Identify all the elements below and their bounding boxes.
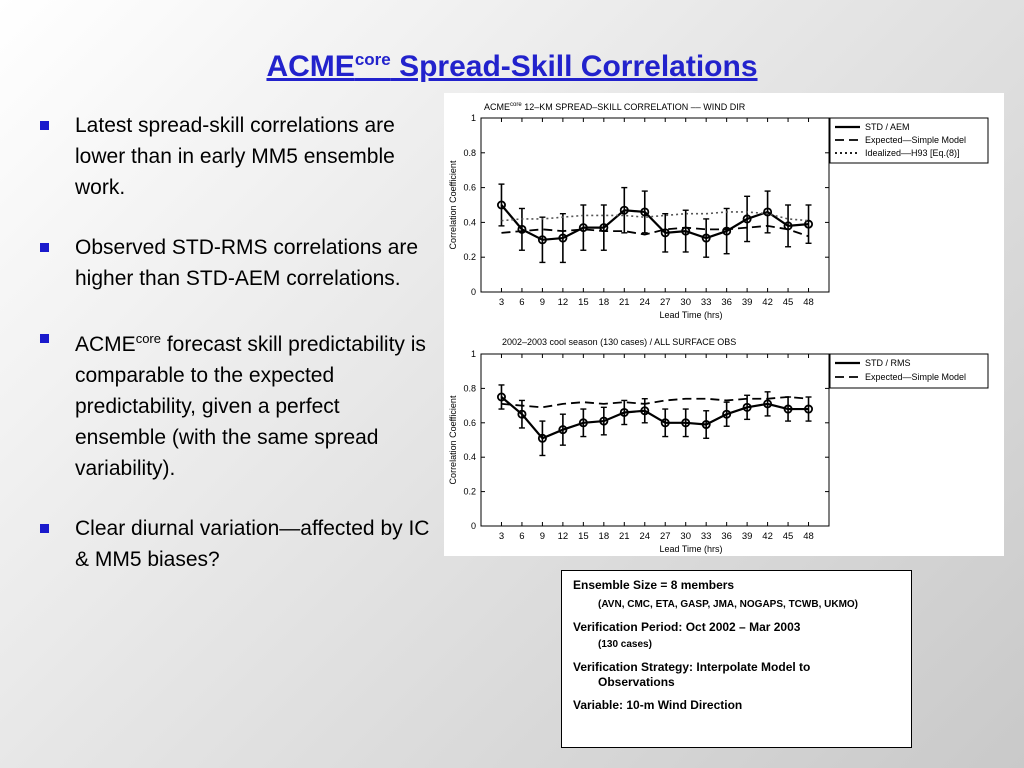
x-tick-label: 33	[700, 531, 712, 542]
x-tick-label: 42	[762, 531, 773, 542]
chart-title: 2002–2003 cool season (130 cases) / ALL SURFACE OBS	[502, 337, 737, 347]
plot-frame	[481, 354, 829, 526]
verification-strategy-text: Verification Strategy: Interpolate Model to	[573, 660, 811, 674]
chart-title-rest: 12–KM SPREAD–SKILL CORRELATION –– WIND DIR	[521, 102, 746, 112]
y-tick-label: 0.6	[463, 182, 476, 193]
x-tick-label: 48	[803, 531, 814, 542]
y-axis-label: Correlation Coefficient	[448, 395, 458, 485]
plot-frame	[481, 118, 829, 292]
legend-label: STD / RMS	[865, 358, 911, 368]
series-line	[501, 226, 808, 236]
bullet-text: Observed STD-RMS correlations are higher than STD-AEM correlations.	[75, 236, 419, 290]
x-tick-label: 6	[519, 297, 525, 308]
charts-svg	[444, 93, 1004, 556]
x-tick-label: 27	[659, 531, 671, 542]
x-tick-label: 9	[539, 531, 546, 542]
ensemble-size-text: Ensemble Size = 8 members	[573, 578, 735, 592]
ensemble-info-box	[561, 570, 912, 748]
slide-title	[0, 50, 1024, 84]
y-tick-label: 0.4	[463, 217, 476, 228]
legend-label: Idealized––H93 [Eq.(8)]	[865, 148, 960, 158]
case-count-text: (130 cases)	[598, 639, 652, 650]
y-tick-label: 0.2	[463, 486, 476, 497]
bullet-list	[38, 110, 433, 604]
x-tick-label: 36	[721, 531, 732, 542]
y-tick-label: 0.6	[463, 417, 476, 428]
square-bullet-icon	[40, 524, 49, 533]
bullet-item	[38, 513, 433, 575]
x-tick-label: 12	[557, 531, 569, 542]
x-tick-label: 39	[741, 297, 753, 308]
variable-text: Variable: 10-m Wind Direction	[573, 698, 743, 712]
y-tick-label: 1	[470, 349, 476, 359]
y-tick-label: 1	[470, 113, 476, 123]
x-tick-label: 24	[639, 297, 651, 308]
x-axis-label: Lead Time (hrs)	[659, 544, 723, 554]
x-tick-label: 48	[803, 297, 814, 308]
x-tick-label: 42	[762, 297, 773, 308]
x-tick-label: 45	[782, 297, 794, 308]
series-line	[501, 397, 808, 438]
verification-period-text: Verification Period: Oct 2002 – Mar 2003	[573, 620, 801, 634]
bullet-item	[38, 232, 433, 294]
legend-label: Expected—Simple Model	[865, 372, 967, 382]
bullet-item	[38, 110, 433, 203]
x-tick-label: 3	[498, 531, 505, 542]
x-tick-label: 30	[680, 531, 691, 542]
y-tick-label: 0	[470, 287, 476, 297]
verification-strategy-continued: Observations	[598, 675, 675, 689]
x-tick-label: 36	[721, 297, 732, 308]
x-tick-label: 12	[557, 297, 569, 308]
x-tick-label: 15	[578, 297, 589, 308]
slide-title-superscript: core	[354, 50, 391, 69]
legend-label: STD / AEM	[865, 122, 910, 132]
slide-title-rest: Spread-Skill Correlations	[390, 50, 758, 83]
x-tick-label: 6	[519, 531, 525, 542]
chart-title	[484, 102, 746, 112]
x-tick-label: 9	[539, 297, 546, 308]
y-axis-label: Correlation Coefficient	[448, 160, 458, 250]
series-line	[501, 212, 808, 221]
bullet-text: Latest spread-skill correlations are lower than in early MM5 ensemble work.	[75, 114, 395, 199]
x-tick-label: 15	[578, 531, 589, 542]
legend-label: Expected—Simple Model	[865, 135, 967, 145]
bullet-text-rest: forecast skill predictability is comparable to the expected predictability, given a perfect ensemble (with the same spread variability).	[75, 333, 426, 480]
bullet-text: ACME	[75, 333, 136, 356]
chart-figure	[444, 93, 1004, 556]
ensemble-members-text: (AVN, CMC, ETA, GASP, JMA, NOGAPS, TCWB, UKMO)	[598, 599, 859, 610]
chart-title-superscript: core	[510, 102, 522, 108]
slide-title-main: ACME	[266, 50, 355, 83]
x-tick-label: 39	[741, 531, 753, 542]
x-tick-label: 21	[619, 297, 630, 308]
chart-title-main: ACME	[484, 102, 511, 112]
x-axis-label: Lead Time (hrs)	[659, 310, 723, 320]
y-tick-label: 0.4	[463, 452, 476, 463]
y-tick-label: 0.8	[463, 147, 476, 158]
square-bullet-icon	[40, 243, 49, 252]
x-tick-label: 30	[680, 297, 691, 308]
x-tick-label: 45	[782, 531, 794, 542]
x-tick-label: 18	[598, 531, 610, 542]
y-tick-label: 0	[470, 521, 476, 531]
x-tick-label: 3	[498, 297, 505, 308]
x-tick-label: 27	[659, 297, 671, 308]
x-tick-label: 18	[598, 297, 610, 308]
bullet-superscript: core	[135, 331, 161, 346]
series-line	[501, 205, 808, 240]
square-bullet-icon	[40, 121, 49, 130]
y-tick-label: 0.8	[463, 383, 476, 394]
bullet-item	[38, 323, 433, 484]
square-bullet-icon	[40, 334, 49, 343]
y-tick-label: 0.2	[463, 252, 476, 263]
x-tick-label: 21	[619, 531, 630, 542]
x-tick-label: 33	[700, 297, 712, 308]
bullet-text: Clear diurnal variation—affected by IC & MM5 biases?	[75, 517, 430, 571]
x-tick-label: 24	[639, 531, 651, 542]
